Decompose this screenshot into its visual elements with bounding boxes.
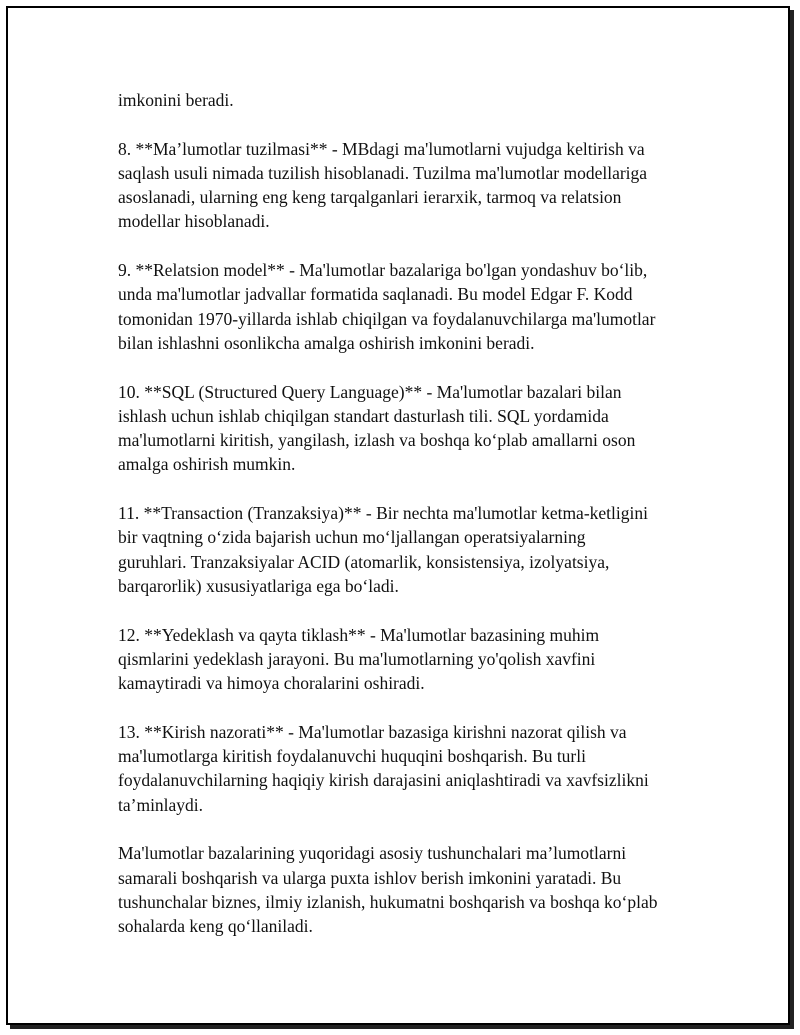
paragraph-item-11: 11. **Transaction (Tranzaksiya)** - Bir nechta ma'lumotlar ketma-ketligini bir vaqtning o‘zida bajarish uchun mo‘ljallangan operatsiyalarning guruhlari. Tranzaksiyalar ACID (atomarlik, konsistensiya, izolyatsiya, barqarorlik) xususiyatlariga ega bo‘ladi.	[118, 503, 648, 596]
paragraph-item-10: 10. **SQL (Structured Query Language)** - Ma'lumotlar bazalari bilan ishlash uchun ishlab chiqilgan standart dasturlash tili. SQL yordamida ma'lumotlarni kiritish, yangilash, izlash va boshqa ko‘plab amallarni oson amalga oshirish mumkin.	[118, 381, 636, 475]
paragraph-item-13: 13. **Kirish nazorati** - Ma'lumotlar bazasiga kirishni nazorat qilish va ma'lumotlarga kiritish foydalanuvchi huquqini boshqarish. Bu turli foydalanuvchilarning haqiqiy kirish darajasini aniqlashtiradi va xavfsizlikni ta’minlaydi.	[118, 721, 649, 815]
paragraph-item-8: 8. **Ma’lumotlar tuzilmasi** - MBdagi ma'lumotlarni vujudga keltirish va saqlash usuli nimada tuzilish hisoblanadi. Tuzilma ma'lumotlar modellariga asoslanadi, ularning eng keng tarqalganlari ierarxik, tarmoq va relatsion modellar hisoblanadi.	[118, 138, 648, 232]
paragraph-item-9: 9. **Relatsion model** - Ma'lumotlar bazalariga bo'lgan yondashuv bo‘lib, unda ma'lumotlar jadvallar formatida saqlanadi. Bu model Edgar F. Kodd tomonidan 1970-yillarda ishlab chiqilgan va foydalanuvchilarga ma'lumotlar bilan ishlashni osonlikcha amalga oshirish imkonini beradi.	[118, 260, 656, 353]
paragraph-conclusion: Ma'lumotlar bazalarining yuqoridagi asosiy tushunchalari ma’lumotlarni samarali boshqarish va ularga puxta ishlov berish imkonini yaratadi. Bu tushunchalar biznes, ilmiy izlanish, hukumatni boshqarish va boshqa ko‘plab sohalarda keng qo‘llaniladi.	[118, 843, 658, 937]
document-body	[118, 88, 698, 963]
paragraph-continuation: imkonini beradi.	[118, 90, 234, 110]
paragraph-item-12: 12. **Yedeklash va qayta tiklash** - Ma'lumotlar bazasining muhim qismlarini yedeklash jarayoni. Bu ma'lumotlarning yo'qolish xavfini kamaytiradi va himoya choralarini oshiradi.	[118, 624, 600, 694]
